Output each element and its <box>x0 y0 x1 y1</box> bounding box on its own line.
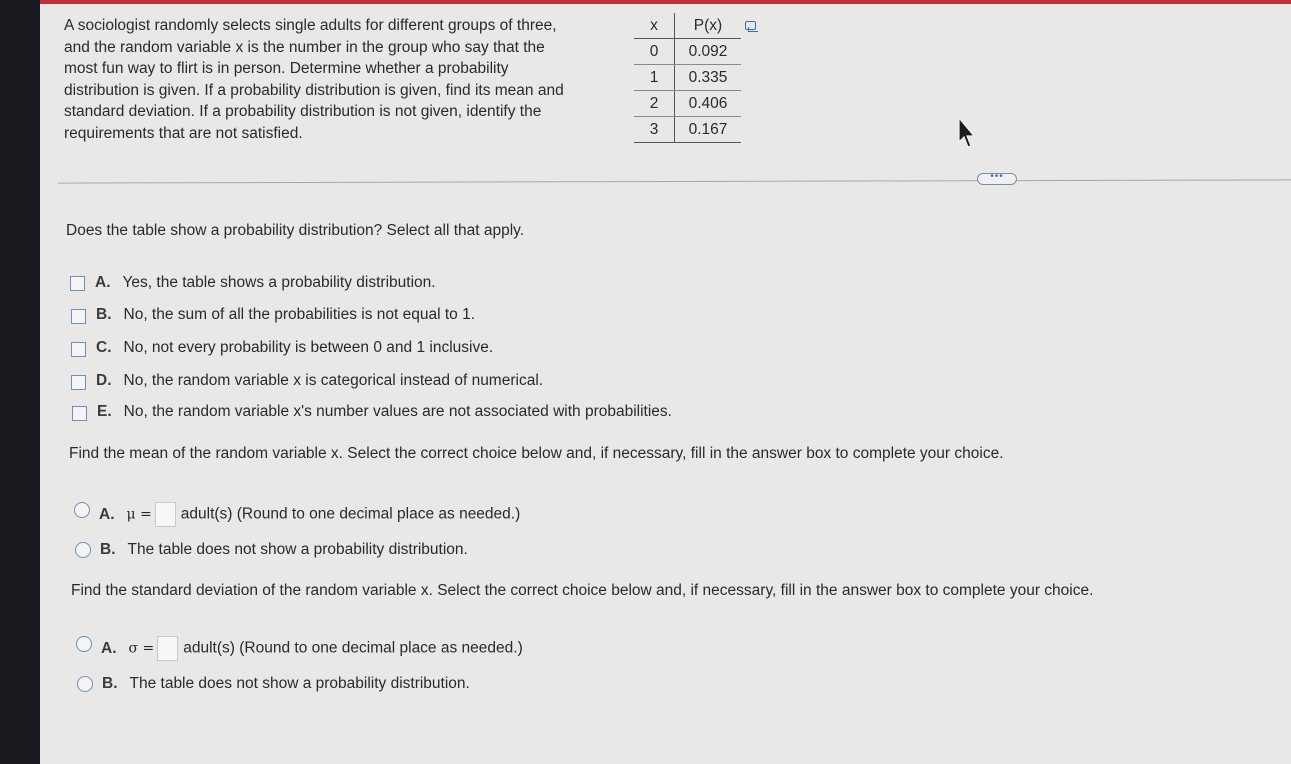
mean-option-a-label[interactable]: A. μ = adult(s) (Round to one decimal place as needed.) <box>99 502 520 527</box>
option-d-label[interactable]: D. No, the random variable x is categorical instead of numerical. <box>96 372 544 389</box>
option-a-label[interactable]: A. Yes, the table shows a probability distribution. <box>95 274 436 291</box>
mouse-pointer-icon <box>957 116 977 152</box>
problem-line: most fun way to flirt is in person. Determine whether a probability <box>64 60 509 77</box>
checkbox-option-b[interactable] <box>71 309 86 324</box>
checkbox-option-d[interactable] <box>71 375 86 390</box>
cell-px: 0.092 <box>675 39 742 65</box>
problem-statement <box>64 15 624 144</box>
option-c-label[interactable]: C. No, not every probability is between 0 and 1 inclusive. <box>96 339 494 356</box>
cell-px: 0.167 <box>675 117 742 143</box>
checkbox-option-e[interactable] <box>72 406 87 421</box>
mu-symbol: μ = <box>126 506 152 523</box>
sd-option-a-label[interactable]: A. σ = adult(s) (Round to one decimal place as needed.) <box>101 636 523 661</box>
problem-line: distribution is given. If a probability distribution is given, find its mean and <box>64 81 564 99</box>
problem-line: requirements that are not satisfied. <box>64 124 303 142</box>
radio-mean-a[interactable] <box>74 502 90 518</box>
q2-prompt: Find the mean of the random variable x. Select the correct choice below and, if necessary, fill in the answer box to complete your choice. <box>69 445 1004 462</box>
sd-option-b-label[interactable]: B. The table does not show a probability distribution. <box>102 675 470 692</box>
problem-line: and the random variable x is the number in the group who say that the <box>64 38 545 56</box>
problem-line: A sociologist randomly selects single adults for different groups of three, <box>64 17 557 34</box>
table-row <box>634 65 741 91</box>
q3-prompt: Find the standard deviation of the random variable x. Select the correct choice below and, if necessary, fill in the answer box to complete your choice. <box>71 582 1094 599</box>
copy-table-icon[interactable] <box>745 21 756 30</box>
mean-answer-input[interactable] <box>155 502 176 527</box>
option-e-label[interactable]: E. No, the random variable x's number values are not associated with probabilities. <box>97 403 672 420</box>
cell-x: 3 <box>634 117 675 143</box>
problem-line: standard deviation. If a probability distribution is not given, identify the <box>64 103 542 120</box>
q1-prompt: Does the table show a probability distribution? Select all that apply. <box>66 222 525 239</box>
cell-x: 1 <box>634 65 675 91</box>
mean-option-b-label[interactable]: B. The table does not show a probability distribution. <box>100 541 468 558</box>
radio-sd-a[interactable] <box>76 636 92 652</box>
table-header-row <box>634 13 741 39</box>
table-row <box>634 39 741 65</box>
question-page <box>40 0 1291 764</box>
header-x: x <box>634 13 675 39</box>
cell-px: 0.406 <box>675 91 742 117</box>
cell-x: 2 <box>634 91 675 117</box>
header-px: P(x) <box>675 13 742 39</box>
sd-answer-input[interactable] <box>157 636 178 661</box>
cell-x: 0 <box>634 39 675 65</box>
radio-sd-b[interactable] <box>77 676 93 692</box>
table-row <box>634 91 741 117</box>
table-row <box>634 117 741 143</box>
expand-more-button[interactable]: ••• <box>977 173 1017 185</box>
section-divider <box>58 179 1291 183</box>
checkbox-option-a[interactable] <box>70 276 85 291</box>
probability-table <box>634 13 741 143</box>
top-accent-bar <box>40 0 1291 4</box>
option-b-label[interactable]: B. No, the sum of all the probabilities is not equal to 1. <box>96 306 476 323</box>
cell-px: 0.335 <box>675 65 742 91</box>
radio-mean-b[interactable] <box>75 542 91 558</box>
checkbox-option-c[interactable] <box>71 342 86 357</box>
sigma-symbol: σ = <box>128 640 155 657</box>
